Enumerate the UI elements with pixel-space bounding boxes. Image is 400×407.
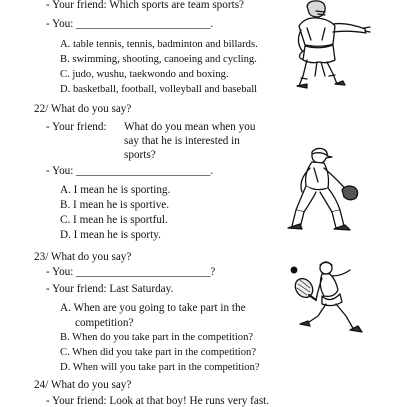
q23-you-line: - You: ________________________? <box>46 266 216 278</box>
q23-option-a-cont: competition? <box>75 317 134 329</box>
tennis-player-icon <box>284 254 370 346</box>
q22-you-line: - You: ________________________. <box>46 165 214 177</box>
q22-friend-line-1: What do you mean when you <box>124 121 256 133</box>
q21-you-line: - You: ________________________. <box>46 18 214 30</box>
q22-prompt: 22/ What do you say? <box>34 103 132 115</box>
q22-friend-line-3: sports? <box>124 149 156 161</box>
q23-friend-line: - Your friend: Last Saturday. <box>46 283 174 295</box>
q24-prompt: 24/ What do you say? <box>34 379 132 391</box>
q22-friend-line-2: say that he is interested in <box>124 135 240 147</box>
q22-option-a: A. I mean he is sporting. <box>60 184 171 196</box>
q23-option-d: D. When will you take part in the competition? <box>60 362 260 373</box>
baseball-fielder-icon <box>282 146 368 238</box>
q22-option-d: D. I mean he is sporty. <box>60 229 161 241</box>
q21-friend-line: - Your friend: Which sports are team sports? <box>46 0 245 11</box>
football-player-icon <box>285 0 371 92</box>
q22-option-b: B. I mean he is sportive. <box>60 199 170 211</box>
q21-option-c: C. judo, wushu, taekwondo and boxing. <box>60 69 229 80</box>
q23-prompt: 23/ What do you say? <box>34 251 132 263</box>
q23-option-c: C. When did you take part in the competition? <box>60 347 257 358</box>
q21-option-a: A. table tennis, tennis, badminton and billards. <box>60 39 258 50</box>
q23-option-b: B. When do you take part in the competition? <box>60 332 254 343</box>
q21-option-b: B. swimming, shooting, canoeing and cycling. <box>60 54 257 65</box>
q22-friend-label: - Your friend: <box>46 121 107 133</box>
q23-option-a: A. When are you going to take part in the <box>60 302 246 314</box>
q24-friend-line: - Your friend: Look at that boy! He runs very fast. <box>46 395 270 407</box>
q22-option-c: C. I mean he is sportful. <box>60 214 168 226</box>
q21-option-d: D. basketball, football, volleyball and baseball <box>60 84 258 95</box>
